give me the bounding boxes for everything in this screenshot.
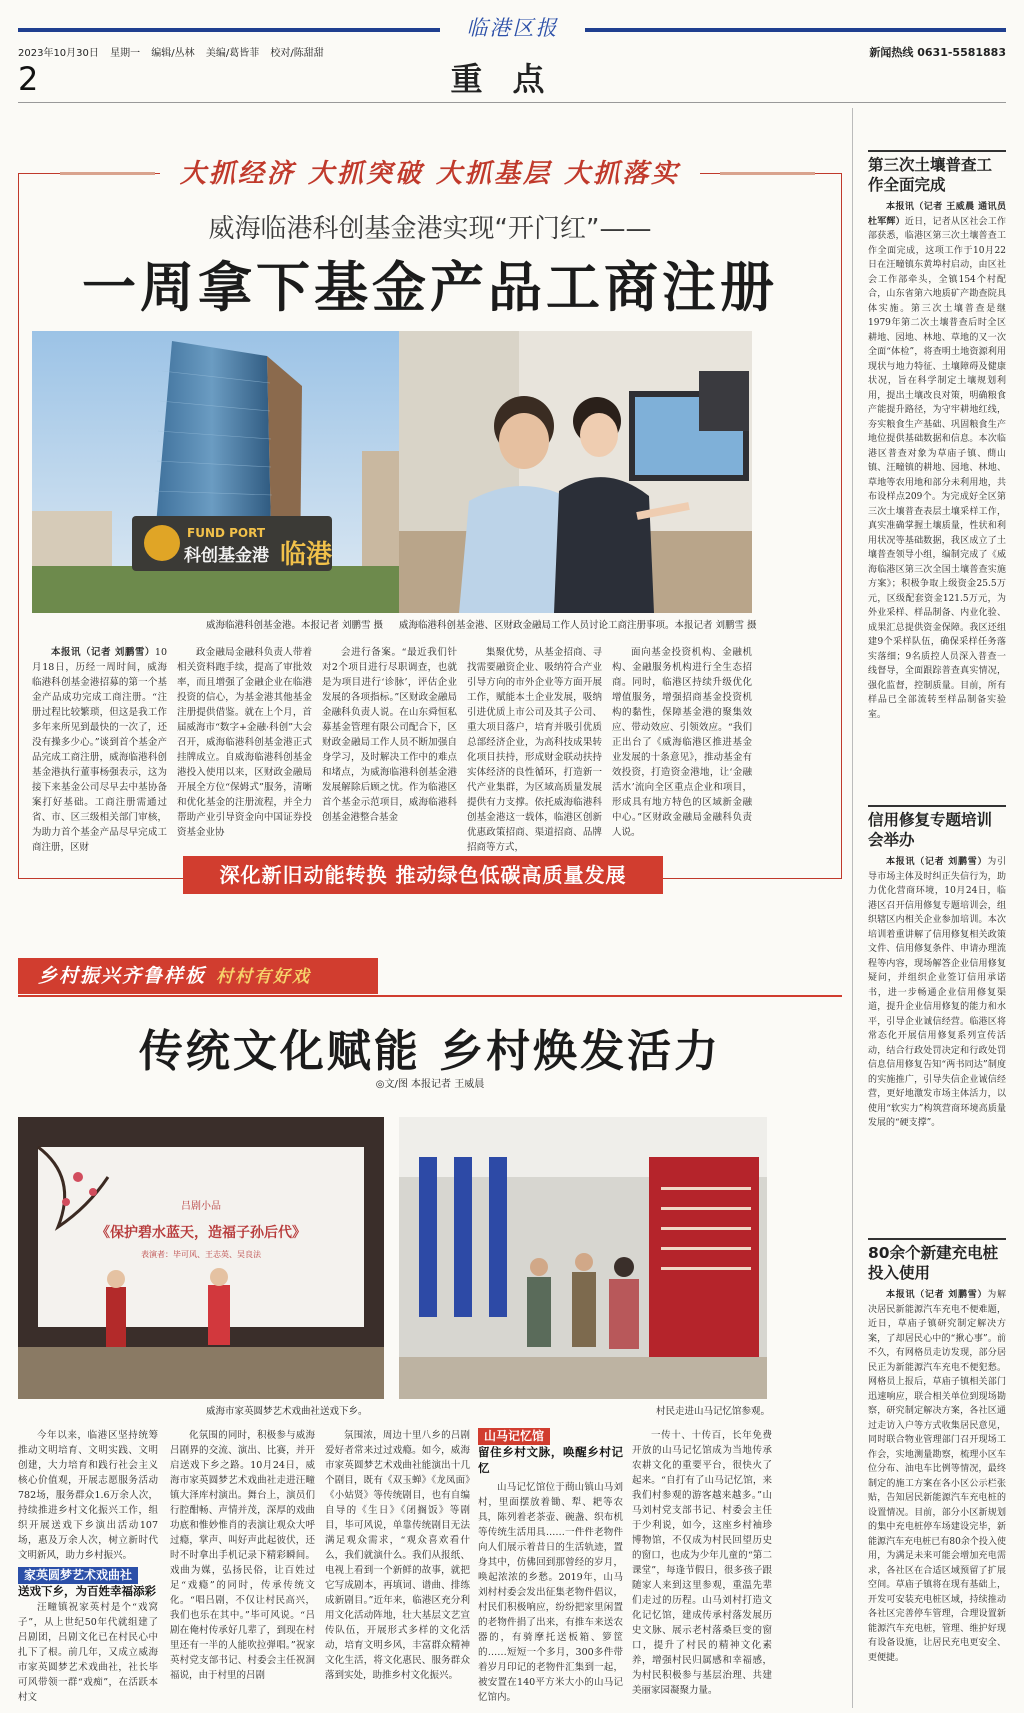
feature-headline: 一周拿下基金产品工商注册	[82, 255, 778, 319]
feature-kicker: 威海临港科创基金港实现“开门红”——	[208, 214, 652, 244]
village-col5-text: 一传十、十传百，长年免费开放的山马记忆馆成为当地传承农耕文化的重要平台，很快火了起来。“自打有了山马记忆馆，来我们村参观的游客越来越多。”山马刘村党支部书记、村委会主任于少利说，如今，这座乡村袖珍博物馆，不仅成为村民回望历史的窗口，也成为少年儿童的“第二课堂”，每逢节假日，很多孩子跟随家人来到这里参观，重温先辈们走过的历程。山马刘村打造文化记忆馆，建成传承村落发展历史文脉、展示老村落桑巨变的窗口，提升了村民的精神文化素养，增强村民归属感和幸福感，为村民积极参与基层治理、共建美丽家园凝聚力量。	[632, 1430, 772, 1696]
issue-weekday: 星期一	[110, 48, 141, 59]
village-column-1	[18, 1428, 158, 1708]
sidebar-title-3: 80余个新建充电桩投入使用	[868, 1244, 999, 1282]
photo4-caption: 村民走进山马记忆馆参观。	[656, 1406, 771, 1417]
village-col4-text: 山马记忆馆位于蔄山镇山马刘村，里面摆放着锄、犁、耙等农具，陈列着老茶壶、碗盏、织布机等传统生活用具……一件件老物件向人们展示着昔日的生活轨迹，置身其中，仿佛回到那曾经的岁月，唤起浓浓的乡愁。2019年，山马刘村村委会发出征集老物件倡议，村民们积极响应，纷纷把家里闲置的老物件捐了出来，有推车来送农器的，有骑摩托送板箱、箩筐的……短短一个多月，300多件带着岁月印记的老物件汇集到一起，被安置在140平方米大小的山马记忆馆内。	[478, 1482, 623, 1703]
feature-col5-text: 面向基金投资机构、金融机构、金融服务机构进行全生态招商。同时，临港区持续升级优化增值服务，增强招商基金投资机构的黏性，保障基金港的聚集效应、带动效应、引领效应。“我们正出台了《威海临港区推进基金业发展的十条意见》，推动基金有效投资，打造资金港地，让‘金融活水’流向全区重点企业和项目，形成具有地方特色的区域新金融中心。”区财政金融局金融科负责人说。	[612, 647, 752, 838]
sub1-heading: 送戏下乡，为百姓幸福添彩	[18, 1584, 156, 1598]
sign-english: FUND PORT	[187, 526, 266, 540]
village-label-text: 乡村振兴齐鲁样板	[38, 965, 207, 987]
feature-col1-text: 10月18日，历经一周时间，威海临港科创基金港招募的第一个基金产品成功完成工商注册。“注册过程比较繁琐，但这是我工作多年来所见到最快的一次了，还没有操多少心。”谈到首个基金产品完成工商注册，威海临港科创基金港执行董事杨强表示，这为接下来基金公司尽早去中基协备案打好基础。工商注册需通过省、市、区三级相关部门审核，为助力首个基金产品尽早完成工商注册，区财	[32, 647, 167, 853]
hall-illustration	[399, 1117, 767, 1399]
sidebar-body-3: 为解决居民新能源汽车充电不便难题，近日，草庙子镇研究制定解决方案，了却居民心中的“揪心事”。前不久，有网格员走访发现，部分居民正为新能源汽车充电不便犯愁。网格员上报后，草庙子镇相关部门迅速响应，联合相关单位到现场勘察，研究制定解决方案，各社区通过走访入户等方式收集居民意见，同时联合物业管理部门召开现场工作会，实地测量勘察，梳理小区车位分布、油电车比例等情况，最终制定的施工方案在各小区公示栏张贴，告知居民新能源汽车充电桩的设置情况。目前，部分小区新规划的集中充电桩停车场建设完毕，新能源汽车充电桩已有80余个投入使用，为满足未来可能会增加充电需求，各社区在合适区域预留了扩展空间。草庙子镇将在现有基础上，开发可安装充电桩区域，持续推动各社区完善停车管理，合理设置新能源汽车充电桩，管理、维护好现有设备设施，让居民充电更安全、更便捷。	[868, 1290, 1006, 1663]
issue-date: 2023年10月30日	[18, 48, 99, 59]
photo1-caption: 威海临港科创基金港。本报记者 刘鹏雪 摄	[206, 620, 384, 631]
masthead-divider	[18, 102, 1006, 103]
village-column-4	[478, 1428, 623, 1708]
sub1-tag: 家英圆梦艺术戏曲社	[18, 1567, 138, 1584]
policy-banner: 深化新旧动能转换 推动绿色低碳高质量发展	[183, 856, 663, 894]
sub2-tag: 山马记忆馆	[478, 1428, 550, 1445]
section-title: 重点	[450, 60, 575, 98]
village-column-2	[170, 1428, 315, 1708]
screen-cast: 表演者：毕可风、王志英、吴良法	[141, 1250, 261, 1259]
issue-proofreader: 校对/陈甜甜	[270, 48, 324, 59]
feature-col3-text: 会进行备案。“最近我们针对2个项目进行尽职调查，也就是为项目进行‘诊脉’，评估企业发展的各项指标。”区财政金融局金融科负责人说。在山东舜恒私募基金管理有限公司配合下，区财政金融局工作人员不断加强自身学习，及时解决工作中的难点和堵点，为威海临港科创基金港发展解除后顾之忧。作为临港区首个基金示范项目，威海临港科创基金港整合基金	[322, 647, 457, 823]
issue-designer: 美编/葛皆菲	[205, 48, 260, 59]
feature-col2-text: 政金融局金融科负责人带着相关资料跑手续，提高了审批效率，而且增强了金融企业在临港投资的信心，为基金港其他基金注册提供借鉴。就在上个月，首届威海市“数字+金融·科创”大会召开，威海临港科创基金港正式挂牌成立。自威海临港科创基金港投入使用以来，区财政金融局开展全方位“保姆式”服务，清晰和优化基金的注册流程，并全力帮助产业引导资金向中国证券投资基金业协	[177, 647, 312, 838]
sub1-heading-block	[18, 1567, 158, 1600]
sidebar-rule-3	[868, 1238, 1006, 1240]
village-byline: ◎文/图 本报记者 王威晨	[375, 1079, 485, 1090]
issue-meta	[18, 44, 332, 59]
sidebar-story-2	[868, 855, 1006, 1200]
paper-name: 临港区报	[440, 14, 585, 42]
feature-slogan: 大抓经济 大抓突破 大抓基层 大抓落实	[160, 154, 700, 194]
sidebar-title-2: 信用修复专题培训会举办	[868, 811, 993, 849]
sidebar-rule-2	[868, 805, 1006, 807]
sub2-heading-block	[478, 1428, 623, 1477]
sidebar-body-2: 为引导市场主体及时纠正失信行为，助力优化营商环境，10月24日，临港区召开信用修复专题培训会，组织辖区内相关企业参加培训。本次培训着重讲解了信用修复相关政策文件、信用修复条件、申请办理流程等内容，现场解答企业信用修复疑问，并组织企业签订信用承诺书，进一步畅通企业信用修复渠道，提升企业信用修复的能力和水平，引导企业诚信经营。临港区将常态化开展信用修复系列宣传活动，结合行政处罚决定和行政处罚信息信用修复告知“两书同达”制度的实施推广，引导失信企业诚信经营，更好地激发市场主体活力，以使用“软实力”构筑营商环境高质量发展的“硬支撑”。	[868, 857, 1006, 1128]
photo-office-discussion	[399, 331, 752, 613]
village-headline: 传统文化赋能 乡村焕发活力	[138, 1026, 722, 1077]
village-rule	[18, 995, 842, 997]
feature-column-1	[32, 645, 167, 853]
feature-column-3	[322, 645, 457, 845]
photo-fund-port-building	[32, 331, 422, 613]
sidebar-lead-1: 本报讯（记者 王威晨 通讯员 杜军辉）	[868, 202, 1006, 227]
photo3-caption: 威海市家英圆梦艺术戏曲社送戏下乡。	[206, 1406, 368, 1417]
feature-column-2	[177, 645, 312, 845]
screen-main: 《保护碧水蓝天，造福子孙后代》	[96, 1225, 306, 1241]
photo-memory-hall	[399, 1117, 767, 1399]
issue-editor: 编辑/丛林	[151, 48, 195, 59]
slogan-deco-left	[60, 172, 155, 175]
village-col2-text: 化氛围的同时，积极参与威海吕剧界的交流、演出、比赛，并开启送戏下乡之路。10月24日，威海市家英圆梦艺术戏曲社走进汪疃镇大泽库村演出。舞台上，演员们行腔酣畅、声情并茂，深厚的戏曲功底和惟妙惟肖的表演让观众大呼过瘾，掌声、叫好声此起彼伏，还时不时拿出手机记录下精彩瞬间。戏曲为媒，弘扬民俗，让百姓过足“戏瘾”的同时，传承传统文化。“唱吕剧，不仅让村民高兴，我们也乐在其中。”毕可风说。“吕剧在俺村传承好几辈了，到现在村里还有一半的人能吹拉弹唱。”祝家英村党支部书记、村委会主任祝洞福说，由于村里的吕剧	[170, 1430, 315, 1681]
village-col1-text: 今年以来，临港区坚持统筹推动文明培育、文明实践、文明创建，大力培育和践行社会主义核心价值观，开展志愿服务活动782场，服务群众1.6万余人次，持续推进乡村文化振兴工作，组织开展送戏下乡演出活动107场，惠及万余人次，树立新时代文明新风，助力乡村振兴。	[18, 1430, 158, 1561]
page-number: 2	[18, 60, 39, 98]
feature-column-4	[467, 645, 602, 853]
sidebar-lead-2: 本报讯（记者 刘鹏雪）	[886, 857, 988, 867]
sub2-heading: 留住乡村文脉，唤醒乡村记忆	[478, 1445, 623, 1475]
photo2-caption: 威海临港科创基金港、区财政金融局工作人员讨论工商注册事项。本报记者 刘鹏雪 摄	[399, 620, 757, 631]
screen-title: 吕剧小品	[181, 1201, 221, 1212]
sidebar-rule-1	[868, 150, 1006, 152]
sidebar-title-1: 第三次土壤普查工作全面完成	[868, 156, 993, 194]
feature-col4-text: 集聚优势，从基金招商、寻找需要融资企业、吸纳符合产业引导方向的市外企业等方面开展工作，赋能本土企业发展，吸纳引进优质上市公司及其子公司、重大项目落户，培育并吸引优质总部经济企业，为高科技成果转化项目扶持，形成财金联动扶持实体经济的良性循环，打造新一代产业集群，为区域高质量发展提供有力支撑。依托威海临港科创基金港这一载体，临港区创新优惠政策招商、渠道招商、品牌招商等方式，	[467, 647, 602, 853]
sign-lingang: 临港	[280, 540, 333, 570]
sidebar-divider	[852, 108, 853, 1708]
village-column-3	[325, 1428, 470, 1708]
building-illustration	[32, 331, 422, 613]
village-column-5	[632, 1428, 772, 1708]
stage-illustration	[18, 1117, 384, 1399]
village-col1b-text: 汪疃镇祝家英村是个“戏窝子”，从上世纪50年代就组建了吕剧团，吕剧文化已在村民心中扎下了根。前几年，又成立威海市家英圆梦艺术戏曲社，社长毕可风带领一群“戏痴”，在活跃本村文	[18, 1602, 158, 1703]
news-hotline: 新闻热线 0631-5581883	[869, 46, 1006, 59]
village-section-label	[18, 958, 378, 994]
office-illustration	[399, 331, 752, 613]
sidebar-story-3	[868, 1288, 1006, 1708]
sidebar-body-1: 近日，记者从区社会工作部获悉，临港区第三次土壤普查工作全面完成，这项工作于10月22日在汪疃镇东黄埠村启动，由区社会工作部牵头，全镇154个村配合，山东省第六地质矿产勘查院具体实施。第三次土壤普查是继1979年第二次土壤普查后时全区耕地、园地、林地、草地的又一次全面“体检”，将查明土地资源利用现状与地力特征、土壤障碍及健康状况，旨在科学制定土壤规划利用，提出土壤改良对策，明确粮食产能提升路径，为守牢耕地红线，夯实粮食生产基础、巩固粮食生产地位提供基础数据和信息。本次临港区普查对象为草庙子镇、蔄山镇、汪疃镇的耕地、园地、林地、草地等农用地和部分未利用地，共布设样点209个。为完成好全区第三次土壤普查表层土壤采样工作，真实准确掌握土壤质量，性状和利用状况等基础数据，我区成立了土壤普查领导小组，编制完成了《威海临港区第三次全国土壤普查实施方案》；积极争取上级资金25.5万元，区级配套资金121.5万元，为外业采样、样品制备、内业化验、成果汇总提供资金保障。我区还组建9个采样队伍，确保采样任务落实落细；9名质控人员深入普查一线督导，全面跟踪普查真实情况，强化监督，控制质量。目前，所有样品已全部流转至样品制备实验室。	[868, 216, 1006, 720]
feature-lead: 本报讯（记者 刘鹏雪）	[51, 647, 155, 658]
sign-chinese: 科创基金港	[184, 546, 269, 566]
slogan-deco-right	[720, 172, 815, 175]
photo-opera-stage	[18, 1117, 384, 1399]
feature-column-5	[612, 645, 752, 845]
village-col3-text: 氛围浓，周边十里八乡的吕剧爱好者常来过过戏瘾。如今，威海市家英圆梦艺术戏曲社能演出十几个剧目，既有《双玉蝉》《龙凤面》《小姑贤》等传统剧目，也有自编自导的《生日》《闭搁饭》等剧目，毕可风说，单靠传统剧目无法满足观众需求，“观众喜欢看什么，我们就演什么。我们从报纸、电视上看到一个新鲜的故事，就把它写成剧本，再填词、谱曲、排练成新剧目。”近年来，临港区充分利用文化活动阵地，壮大基层文艺宣传队伍，开展形式多样的文化活动，培育文明乡风，丰富群众精神文化生活，将文化惠民、服务群众落到实处，助推乡村文化振兴。	[325, 1430, 470, 1681]
sidebar-lead-3: 本报讯（记者 刘鹏雪）	[886, 1290, 988, 1300]
sidebar-story-1	[868, 200, 1006, 790]
village-label-accent: 村村有好戏	[216, 967, 312, 987]
